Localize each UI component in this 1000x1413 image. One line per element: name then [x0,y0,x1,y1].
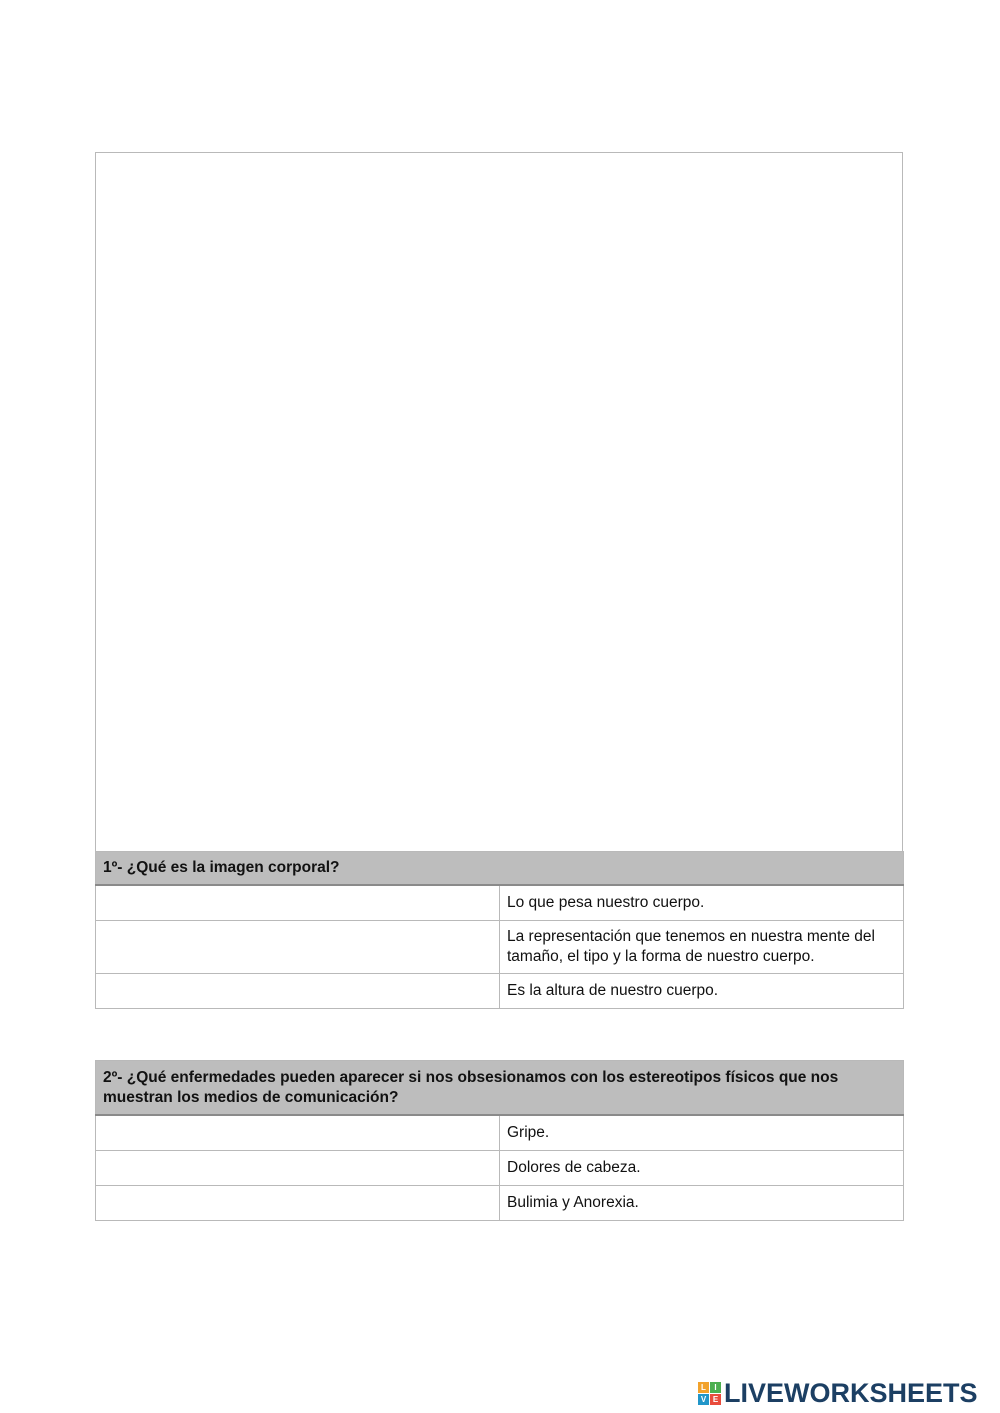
question-1-table [95,851,904,1009]
answer-checkbox-1a[interactable] [96,885,500,921]
option-text: Dolores de cabeza. [500,1151,904,1186]
logo-letter: I [710,1382,721,1393]
liveworksheets-logo-icon [698,1382,721,1405]
answer-checkbox-2a[interactable] [96,1115,500,1151]
answer-checkbox-2c[interactable] [96,1186,500,1221]
option-text: Bulimia y Anorexia. [500,1186,904,1221]
question-2-text: 2º- ¿Qué enfermedades pueden aparecer si nos obsesionamos con los estereotipos físicos que nos muestran los medios de comunicación? [96,1061,904,1116]
logo-letter: L [698,1382,709,1393]
question-1-option-row [96,885,904,921]
option-text: Gripe. [500,1115,904,1151]
liveworksheets-logo [698,1378,978,1408]
question-1-option-row [96,921,904,974]
question-2-option-row [96,1151,904,1186]
question-2-table [95,1060,904,1221]
question-1-option-row [96,974,904,1009]
answer-checkbox-1c[interactable] [96,974,500,1009]
answer-checkbox-1b[interactable] [96,921,500,974]
option-text: La representación que tenemos en nuestra mente del tamaño, el tipo y la forma de nuestro cuerpo. [500,921,904,974]
option-text: Lo que pesa nuestro cuerpo. [500,885,904,921]
answer-checkbox-2b[interactable] [96,1151,500,1186]
question-2-option-row [96,1186,904,1221]
logo-letter: V [698,1394,709,1405]
logo-text: LIVEWORKSHEETS [724,1377,978,1408]
image-area [95,152,903,851]
question-1-text: 1º- ¿Qué es la imagen corporal? [96,852,904,886]
option-text: Es la altura de nuestro cuerpo. [500,974,904,1009]
logo-letter: E [710,1394,721,1405]
question-2-option-row [96,1115,904,1151]
